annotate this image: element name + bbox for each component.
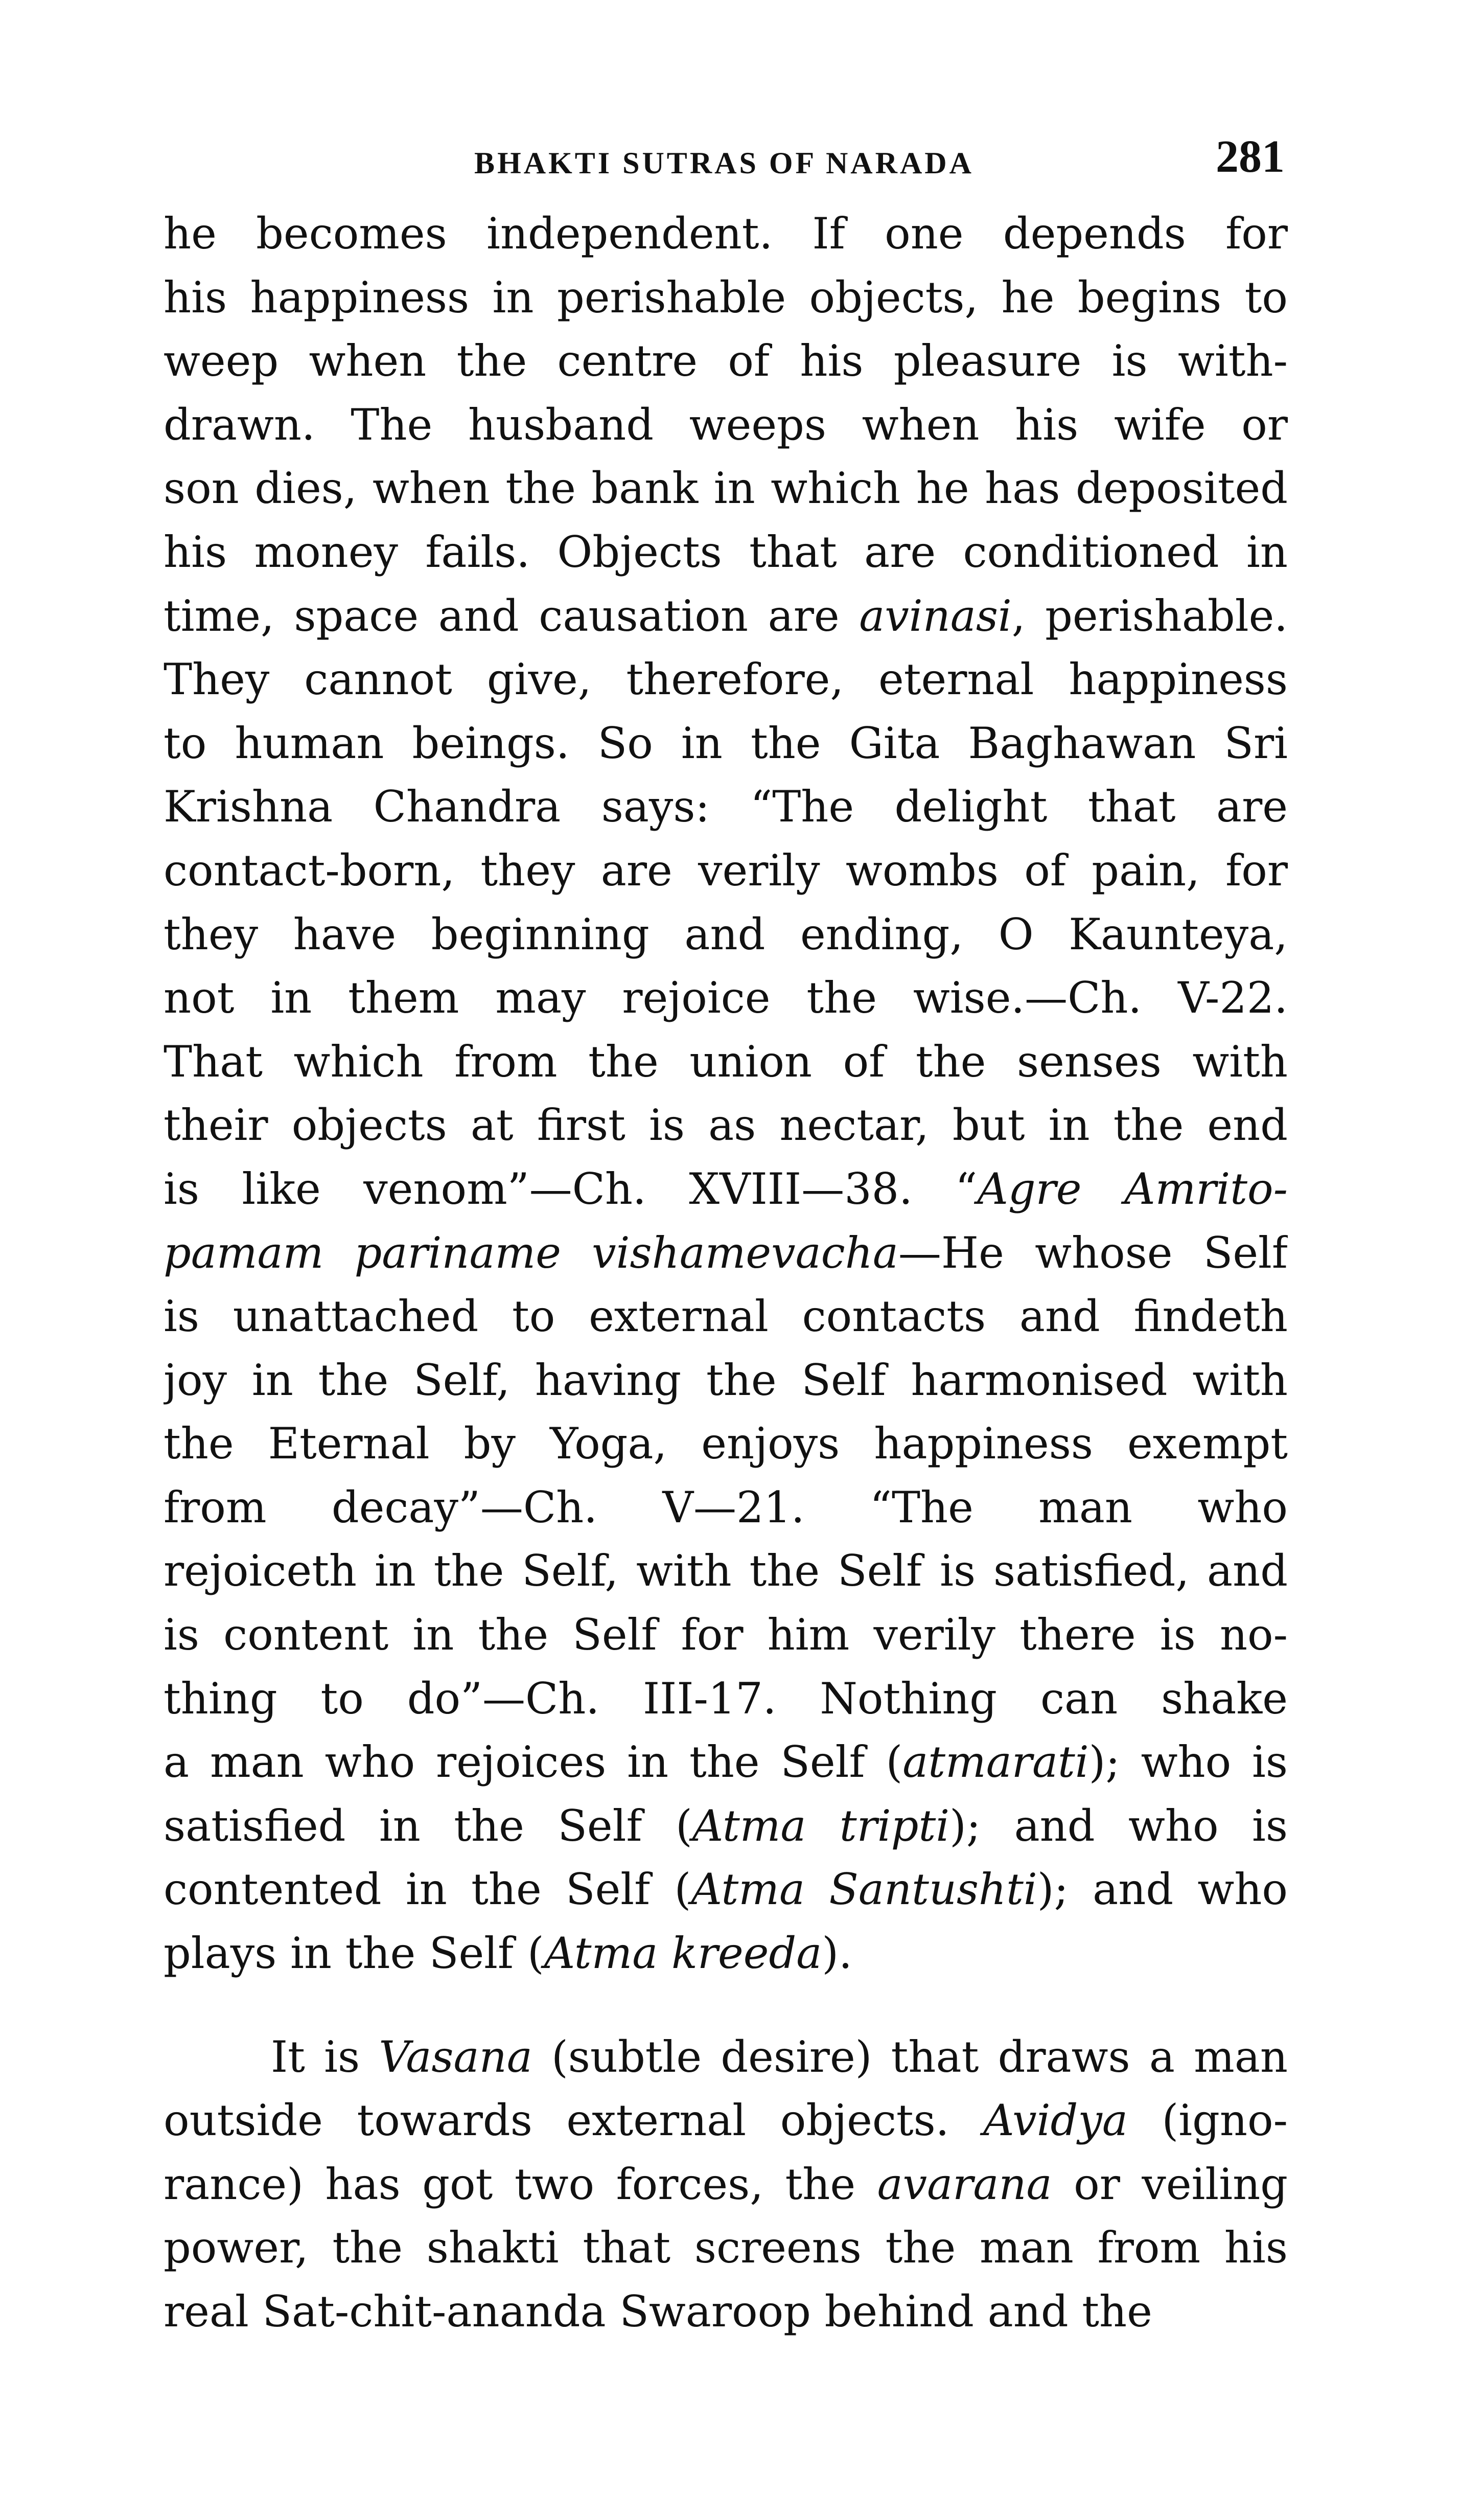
text-line: they have beginning and ending, O Kaunteya, <box>164 909 1288 959</box>
text-line: That which from the union of the senses with <box>164 1036 1288 1087</box>
text-line: contact-born, they are verily wombs of pain, for <box>164 845 1288 896</box>
text-line: real Sat-chit-ananda Swaroop behind and the <box>164 2286 1152 2337</box>
text-line: They cannot give, therefore, eternal happiness <box>164 654 1288 705</box>
text-line: is like venom”—Ch. XVIII—38. “Agre Amrito- <box>164 1163 1288 1214</box>
text-line: thing to do”—Ch. III-17. Nothing can shake <box>164 1673 1288 1724</box>
text-line: contented in the Self (Atma Santushti); and who <box>164 1864 1288 1915</box>
text-line: drawn. The husband weeps when his wife or <box>164 399 1288 450</box>
running-head <box>164 130 1285 187</box>
text-line: Krishna Chandra says: “The delight that are <box>164 782 1288 832</box>
text-line: rejoiceth in the Self, with the Self is satisfied, and <box>164 1546 1288 1596</box>
text-line: his happiness in perishable objects, he begins to <box>164 272 1288 323</box>
paragraph-gap <box>164 1985 1288 2025</box>
text-line: from decay”—Ch. V—21. “The man who <box>164 1482 1288 1532</box>
text-line: rance) has got two forces, the avarana or veiling <box>164 2159 1288 2209</box>
text-line: is unattached to external contacts and findeth <box>164 1291 1288 1342</box>
text-line: time, space and causation are avinasi, perishable. <box>164 590 1288 641</box>
page-number: 281 <box>1216 131 1285 182</box>
text-line: pamam pariname vishamevacha—He whose Self <box>164 1227 1288 1278</box>
text-line: their objects at first is as nectar, but in the end <box>164 1100 1288 1151</box>
text-line: the Eternal by Yoga, enjoys happiness exempt <box>164 1418 1288 1469</box>
text-line: is content in the Self for him verily there is no- <box>164 1610 1288 1660</box>
text-line: joy in the Self, having the Self harmonised with <box>164 1355 1288 1405</box>
body-text <box>164 202 1288 2344</box>
text-line: satisfied in the Self (Atma tripti); and who is <box>164 1800 1288 1851</box>
text-line: a man who rejoices in the Self (atmarati); who is <box>164 1737 1288 1788</box>
text-line: power, the shakti that screens the man from his <box>164 2223 1288 2273</box>
text-line: not in them may rejoice the wise.—Ch. V-22. <box>164 973 1288 1023</box>
text-line: weep when the centre of his pleasure is with- <box>164 336 1288 386</box>
running-title: BHAKTI SUTRAS OF NARADA <box>474 146 974 180</box>
paragraph <box>164 202 1288 1985</box>
text-line: his money fails. Objects that are conditioned in <box>164 527 1288 577</box>
paragraph <box>164 2025 1288 2344</box>
text-line: It is Vasana (subtle desire) that draws a man <box>271 2031 1288 2082</box>
text-line: to human beings. So in the Gita Baghawan Sri <box>164 718 1288 768</box>
text-line: he becomes independent. If one depends for <box>164 209 1288 259</box>
text-line: outside towards external objects. Avidya (igno- <box>164 2095 1288 2146</box>
text-line: plays in the Self (Atma kreeda). <box>164 1928 852 1979</box>
text-line: son dies, when the bank in which he has deposited <box>164 463 1288 514</box>
